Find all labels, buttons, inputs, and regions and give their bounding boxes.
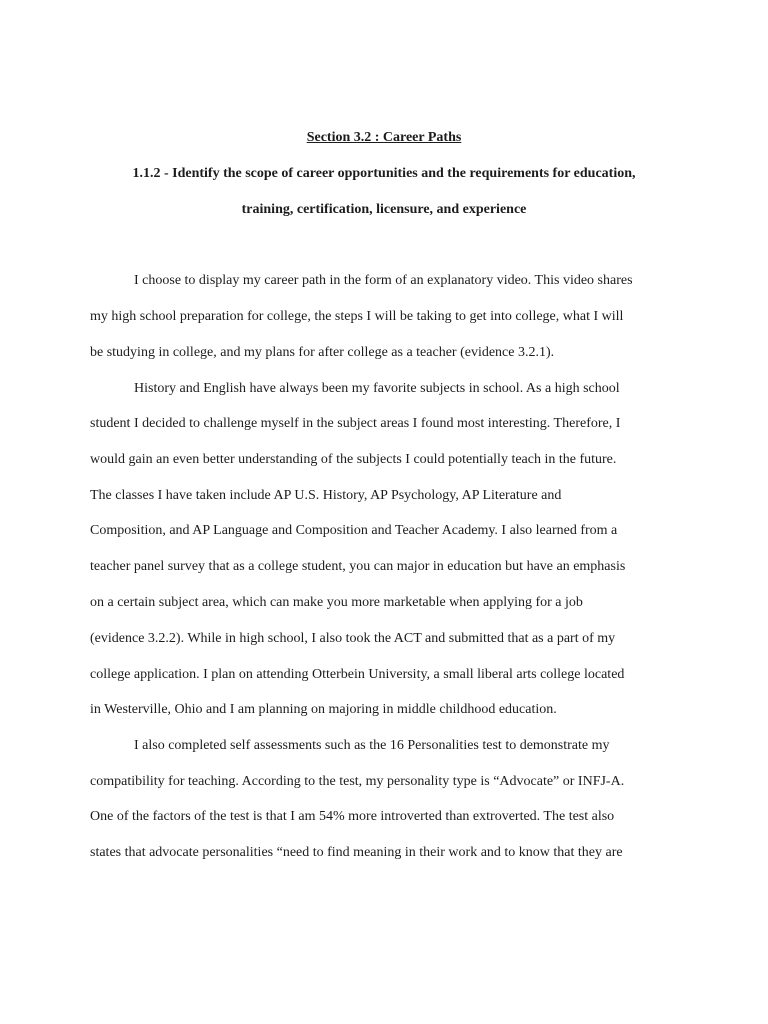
body-text-line: would gain an even better understanding of the subjects I could potentially teach in the future. [90,452,617,467]
section-title: Section 3.2 : Career Paths [306,130,462,145]
body-text-line: teacher panel survey that as a college student, you can major in education but have an emphasis [90,559,626,574]
subtitle-line: training, certification, licensure, and experience [241,202,527,217]
body-text-line: states that advocate personalities “need to find meaning in their work and to know that they are [90,845,623,860]
subtitle-line: 1.1.2 - Identify the scope of career opportunities and the requirements for education, [132,166,636,181]
body-text-line: student I decided to challenge myself in the subject areas I found most interesting. Therefore, I [90,416,621,431]
body-text-line: One of the factors of the test is that I am 54% more introverted than extroverted. The test also [90,809,615,824]
body-text-line: in Westerville, Ohio and I am planning on majoring in middle childhood education. [90,702,557,717]
body-text-line: History and English have always been my favorite subjects in school. As a high school [134,381,620,396]
body-text-line: I choose to display my career path in the form of an explanatory video. This video shares [134,273,633,288]
body-text-line: The classes I have taken include AP U.S. History, AP Psychology, AP Literature and [90,488,562,503]
body-text-line: be studying in college, and my plans for after college as a teacher (evidence 3.2.1). [90,345,555,360]
body-text-line: on a certain subject area, which can make you more marketable when applying for a job [90,595,583,610]
body-text-line: college application. I plan on attending Otterbein University, a small liberal arts college located [90,667,625,682]
body-text-line: my high school preparation for college, the steps I will be taking to get into college, what I will [90,309,624,324]
body-text-line: I also completed self assessments such as the 16 Personalities test to demonstrate my [134,738,610,753]
body-text-line: compatibility for teaching. According to the test, my personality type is “Advocate” or INFJ-A. [90,774,625,789]
body-text-line: Composition, and AP Language and Composition and Teacher Academy. I also learned from a [90,523,618,538]
body-text-line: (evidence 3.2.2). While in high school, I also took the ACT and submitted that as a part of my [90,631,616,646]
